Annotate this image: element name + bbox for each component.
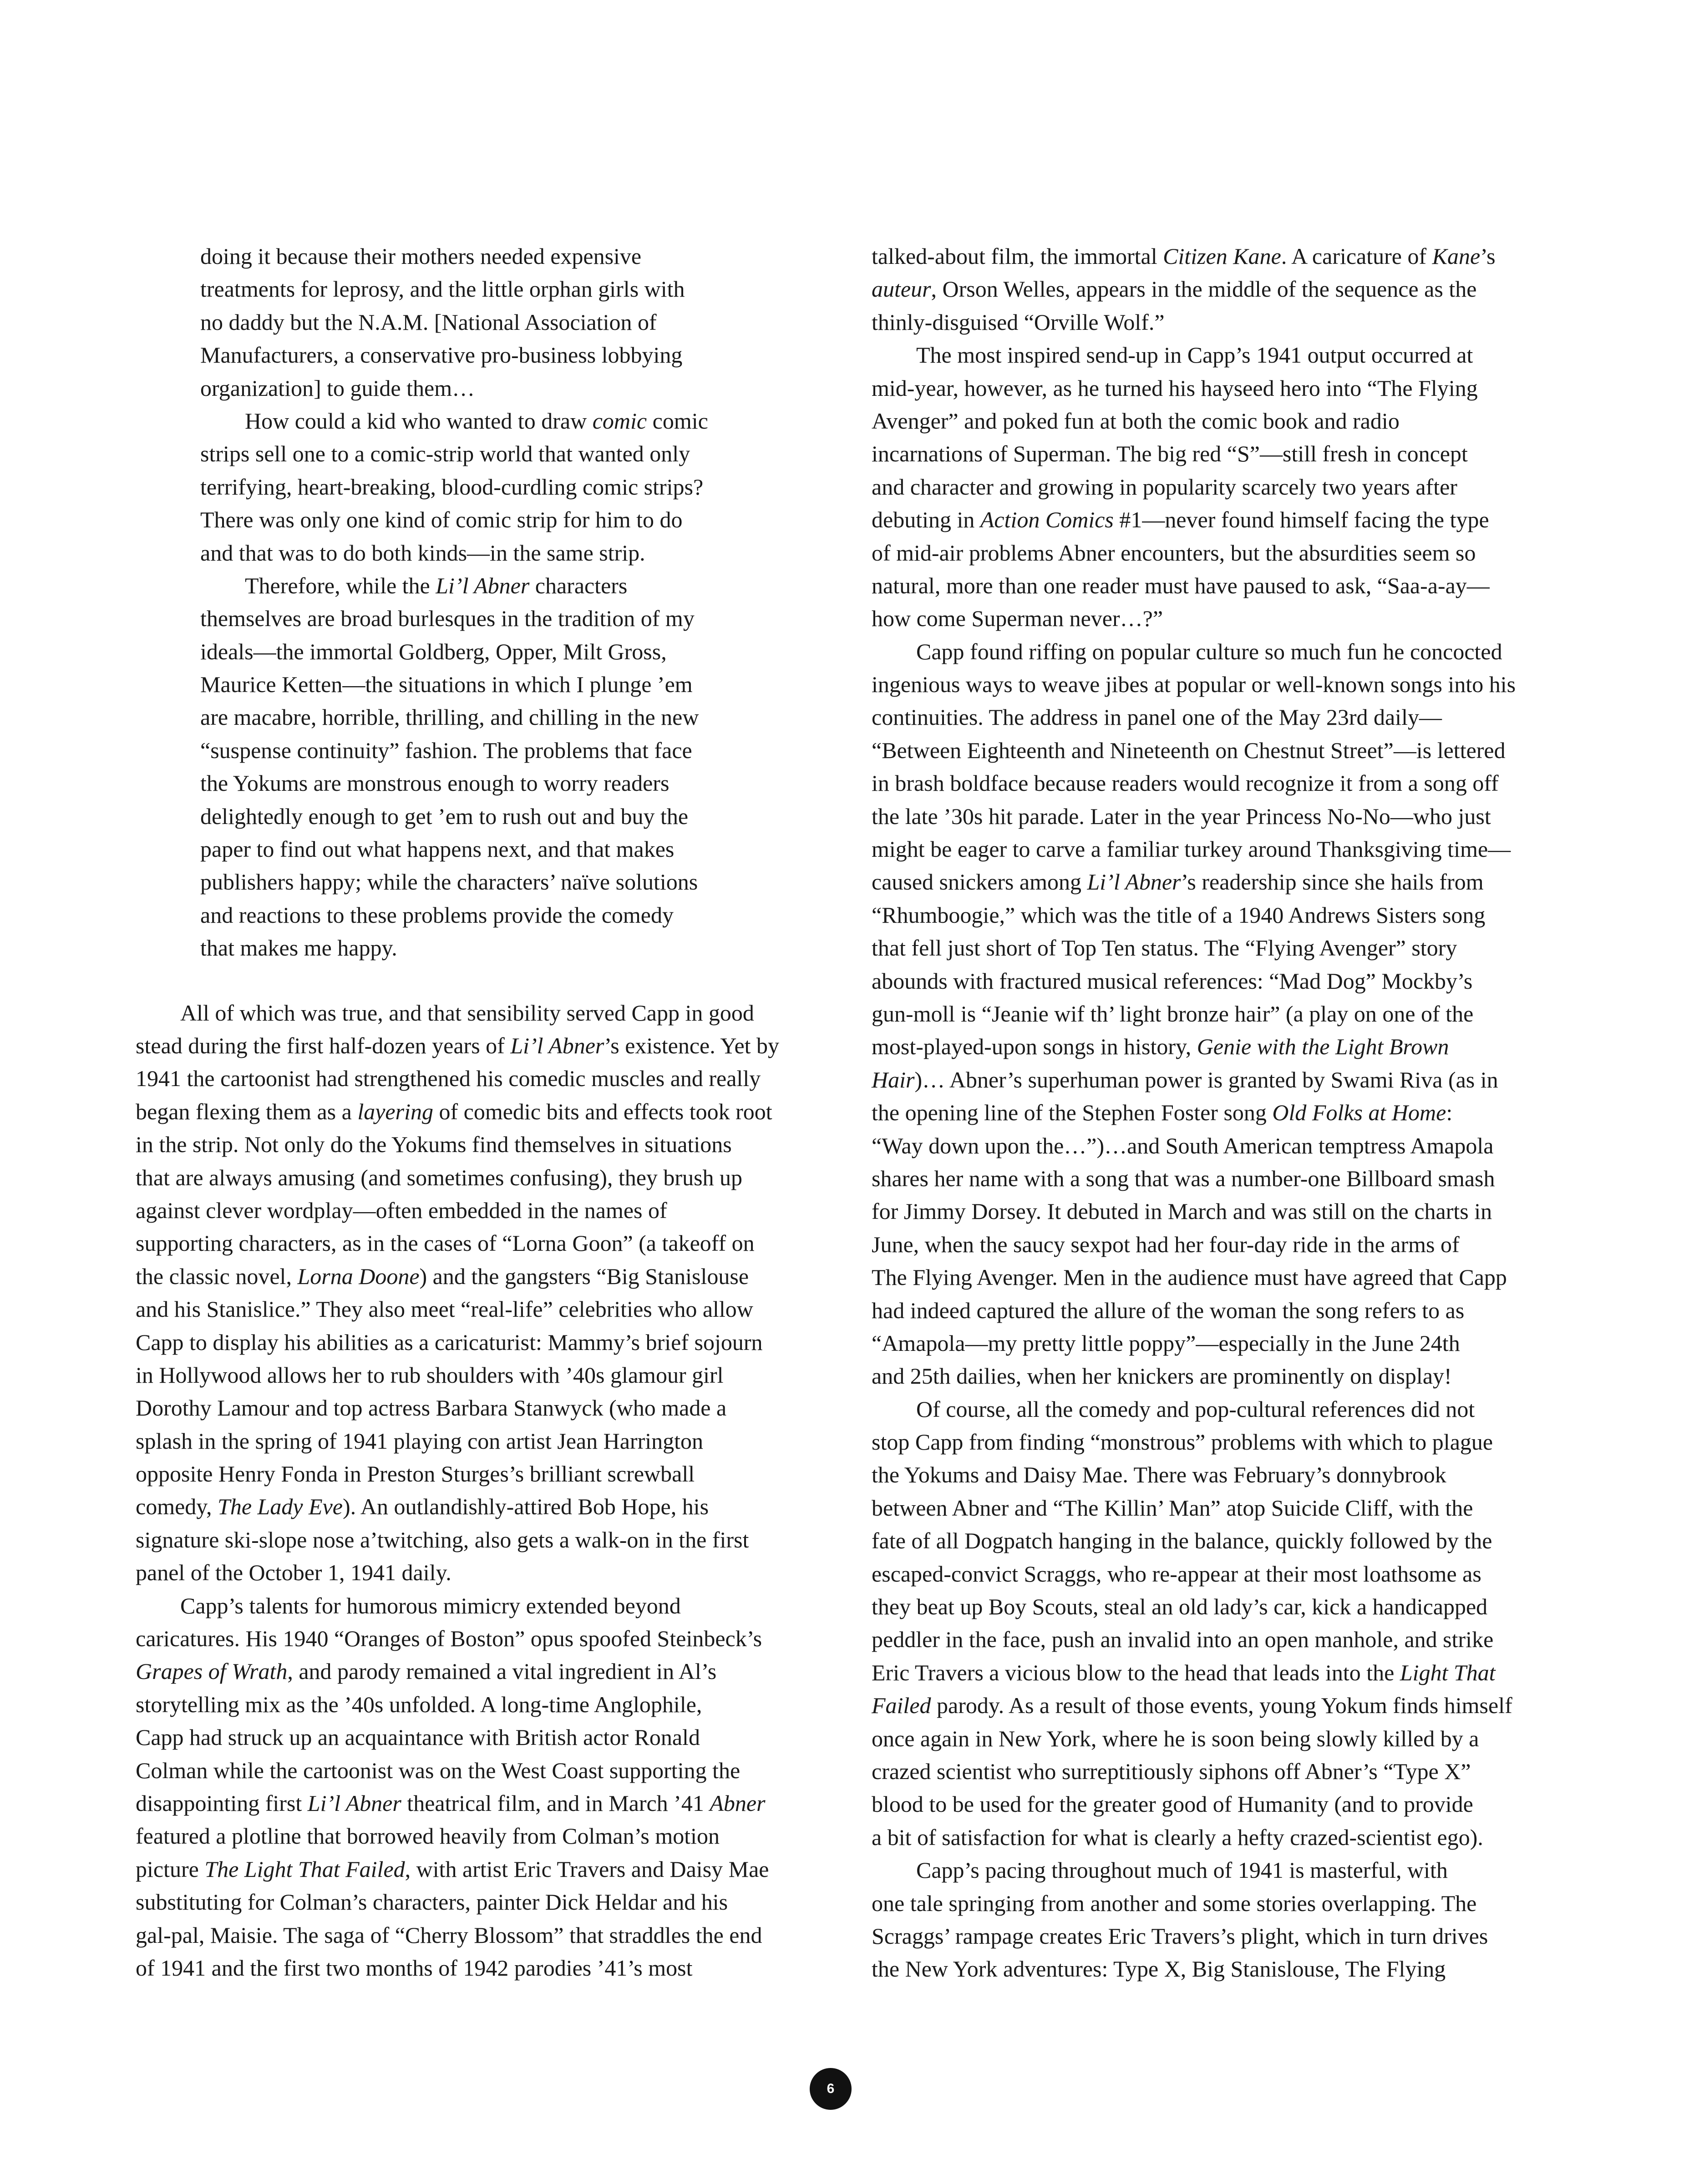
text-line: that makes me happy. bbox=[200, 935, 397, 961]
text-line: had indeed captured the allure of the woman the song refers to as bbox=[872, 1297, 1465, 1323]
text-line: Capp to display his abilities as a caricaturist: Mammy’s brief sojourn bbox=[136, 1329, 763, 1355]
text-line: natural, more than one reader must have paused to ask, “Saa-a-ay— bbox=[872, 572, 1490, 598]
text-line: are macabre, horrible, thrilling, and chilling in the new bbox=[200, 704, 699, 730]
text-line: themselves are broad burlesques in the tradition of my bbox=[200, 606, 695, 632]
text-line: stop Capp from finding “monstrous” problems with which to plague bbox=[872, 1429, 1493, 1455]
text-line: Hair)… Abner’s superhuman power is granted by Swami Riva (as in bbox=[872, 1067, 1498, 1092]
text-line: blood to be used for the greater good of Humanity (and to provide bbox=[872, 1791, 1473, 1817]
text-line: substituting for Colman’s characters, painter Dick Heldar and his bbox=[136, 1889, 728, 1915]
text-line: the classic novel, Lorna Doone) and the gangsters “Big Stanislouse bbox=[136, 1263, 749, 1289]
text-line: thinly-disguised “Orville Wolf.” bbox=[872, 309, 1165, 335]
text-line: crazed scientist who surreptitiously siphons off Abner’s “Type X” bbox=[872, 1758, 1471, 1784]
text-line: continuities. The address in panel one of the May 23rd daily— bbox=[872, 704, 1442, 730]
text-line: The most inspired send-up in Capp’s 1941 output occurred at bbox=[916, 342, 1473, 368]
text-line: Manufacturers, a conservative pro-business lobbying bbox=[200, 342, 683, 368]
text-line: of mid-air problems Abner encounters, but the absurdities seem so bbox=[872, 540, 1476, 566]
text-line: between Abner and “The Killin’ Man” atop Suicide Cliff, with the bbox=[872, 1495, 1473, 1521]
text-line: and that was to do both kinds—in the same strip. bbox=[200, 540, 645, 566]
text-line: against clever wordplay—often embedded in the names of bbox=[136, 1197, 667, 1223]
text-line: storytelling mix as the ’40s unfolded. A long-time Anglophile, bbox=[136, 1691, 702, 1717]
block-quote bbox=[200, 240, 724, 965]
text-line: and his Stanislice.” They also meet “real-life” celebrities who allow bbox=[136, 1296, 753, 1322]
text-line: once again in New York, where he is soon being slowly killed by a bbox=[872, 1725, 1479, 1751]
page-number: 6 bbox=[810, 2068, 852, 2110]
text-line: disappointing first Li’l Abner theatrical film, and in March ’41 Abner bbox=[136, 1790, 766, 1816]
text-line: Capp had struck up an acquaintance with British actor Ronald bbox=[136, 1724, 700, 1750]
text-line: Dorothy Lamour and top actress Barbara Stanwyck (who made a bbox=[136, 1395, 727, 1421]
text-line: in brash boldface because readers would recognize it from a song off bbox=[872, 770, 1499, 796]
text-line: caricatures. His 1940 “Oranges of Boston” opus spoofed Steinbeck’s bbox=[136, 1626, 762, 1652]
text-line: debuting in Action Comics #1—never found himself facing the type bbox=[872, 507, 1489, 533]
text-line: Colman while the cartoonist was on the West Coast supporting the bbox=[136, 1757, 741, 1783]
text-line: comedy, The Lady Eve). An outlandishly-attired Bob Hope, his bbox=[136, 1494, 709, 1520]
text-line: fate of all Dogpatch hanging in the balance, quickly followed by the bbox=[872, 1528, 1492, 1554]
text-line: began flexing them as a layering of comedic bits and effects took root bbox=[136, 1098, 772, 1124]
text-line: 1941 the cartoonist had strengthened his comedic muscles and really bbox=[136, 1066, 761, 1092]
text-line: Scraggs’ rampage creates Eric Travers’s plight, which in turn drives bbox=[872, 1923, 1488, 1949]
text-line: talked-about film, the immortal Citizen Kane. A caricature of Kane’s bbox=[872, 243, 1496, 269]
text-line: How could a kid who wanted to draw comic comic bbox=[245, 408, 708, 434]
text-line: Grapes of Wrath, and parody remained a vital ingredient in Al’s bbox=[136, 1658, 717, 1684]
text-line: how come Superman never…?” bbox=[872, 606, 1163, 632]
text-line: ingenious ways to weave jibes at popular or well-known songs into his bbox=[872, 672, 1516, 698]
text-line: one tale springing from another and some stories overlapping. The bbox=[872, 1890, 1477, 1916]
text-line: of 1941 and the first two months of 1942 parodies ’41’s most bbox=[136, 1955, 693, 1981]
text-line: “Amapola—my pretty little poppy”—especially in the June 24th bbox=[872, 1330, 1460, 1356]
text-line: Capp’s talents for humorous mimicry extended beyond bbox=[180, 1592, 681, 1618]
body-text-left bbox=[136, 996, 800, 1985]
text-line: in Hollywood allows her to rub shoulders with ’40s glamour girl bbox=[136, 1362, 724, 1388]
text-line: delightedly enough to get ’em to rush out and buy the bbox=[200, 803, 689, 829]
text-line: abounds with fractured musical references: “Mad Dog” Mockby’s bbox=[872, 968, 1473, 994]
text-line: they beat up Boy Scouts, steal an old lady’s car, kick a handicapped bbox=[872, 1594, 1488, 1620]
text-line: gal-pal, Maisie. The saga of “Cherry Blossom” that straddles the end bbox=[136, 1922, 762, 1948]
text-line: Of course, all the comedy and pop-cultural references did not bbox=[916, 1396, 1475, 1422]
text-line: the late ’30s hit parade. Later in the year Princess No-No—who just bbox=[872, 803, 1491, 829]
text-line: stead during the first half-dozen years of Li’l Abner’s existence. Yet by bbox=[136, 1032, 780, 1058]
text-line: Failed parody. As a result of those events, young Yokum finds himself bbox=[872, 1693, 1512, 1719]
text-line: ideals—the immortal Goldberg, Opper, Milt Gross, bbox=[200, 638, 667, 664]
text-line: “suspense continuity” fashion. The problems that face bbox=[200, 737, 692, 763]
text-line: Maurice Ketten—the situations in which I plunge ’em bbox=[200, 672, 693, 698]
text-line: The Flying Avenger. Men in the audience must have agreed that Capp bbox=[872, 1264, 1507, 1290]
text-line: Capp’s pacing throughout much of 1941 is masterful, with bbox=[916, 1857, 1448, 1883]
text-line: and reactions to these problems provide the comedy bbox=[200, 902, 674, 928]
text-line: terrifying, heart-breaking, blood-curdling comic strips? bbox=[200, 474, 704, 500]
text-line: in the strip. Not only do the Yokums find themselves in situations bbox=[136, 1132, 732, 1158]
text-line: Eric Travers a vicious blow to the head that leads into the Light That bbox=[872, 1659, 1496, 1685]
text-line: and character and growing in popularity scarcely two years after bbox=[872, 474, 1457, 500]
text-line: shares her name with a song that was a number-one Billboard smash bbox=[872, 1165, 1495, 1191]
text-line: most-played-upon songs in history, Genie with the Light Brown bbox=[872, 1034, 1449, 1060]
text-line: peddler in the face, push an invalid into an open manhole, and strike bbox=[872, 1627, 1494, 1653]
text-line: treatments for leprosy, and the little orphan girls with bbox=[200, 276, 685, 302]
text-line: opposite Henry Fonda in Preston Sturges’s brilliant screwball bbox=[136, 1461, 695, 1487]
text-line: All of which was true, and that sensibility served Capp in good bbox=[180, 1000, 754, 1026]
text-line: “Between Eighteenth and Nineteenth on Chestnut Street”—is lettered bbox=[872, 737, 1506, 763]
text-line: that fell just short of Top Ten status. The “Flying Avenger” story bbox=[872, 935, 1457, 961]
text-line: the New York adventures: Type X, Big Stanislouse, The Flying bbox=[872, 1956, 1446, 1982]
text-line: Capp found riffing on popular culture so much fun he concocted bbox=[916, 638, 1502, 664]
text-line: mid-year, however, as he turned his hayseed hero into “The Flying bbox=[872, 375, 1478, 401]
text-line: no daddy but the N.A.M. [National Association of bbox=[200, 309, 657, 335]
text-line: a bit of satisfaction for what is clearly a hefty crazed-scientist ego). bbox=[872, 1824, 1483, 1850]
text-line: for Jimmy Dorsey. It debuted in March and was still on the charts in bbox=[872, 1198, 1492, 1224]
text-line: the Yokums are monstrous enough to worry readers bbox=[200, 770, 670, 796]
text-line: paper to find out what happens next, and that makes bbox=[200, 836, 675, 862]
text-line: “Way down upon the…”)…and South American temptress Amapola bbox=[872, 1132, 1494, 1158]
text-line: supporting characters, as in the cases of “Lorna Goon” (a takeoff on bbox=[136, 1230, 755, 1256]
paragraph-gap bbox=[136, 965, 800, 996]
text-line: splash in the spring of 1941 playing con artist Jean Harrington bbox=[136, 1428, 703, 1454]
text-line: panel of the October 1, 1941 daily. bbox=[136, 1560, 451, 1586]
text-line: strips sell one to a comic-strip world that wanted only bbox=[200, 441, 690, 467]
text-line: featured a plotline that borrowed heavily from Colman’s motion bbox=[136, 1823, 720, 1849]
text-line: There was only one kind of comic strip for him to do bbox=[200, 507, 683, 533]
left-column bbox=[136, 240, 800, 1984]
text-line: Therefore, while the Li’l Abner characters bbox=[245, 572, 628, 598]
right-column bbox=[872, 240, 1536, 1986]
text-line: auteur, Orson Welles, appears in the middle of the sequence as the bbox=[872, 276, 1477, 302]
text-line: that are always amusing (and sometimes confusing), they brush up bbox=[136, 1164, 743, 1190]
text-line: June, when the saucy sexpot had her four-day ride in the arms of bbox=[872, 1231, 1460, 1257]
text-line: might be eager to carve a familiar turkey around Thanksgiving time— bbox=[872, 836, 1511, 862]
text-line: gun-moll is “Jeanie wif th’ light bronze hair” (a play on one of the bbox=[872, 1001, 1474, 1026]
text-line: caused snickers among Li’l Abner’s readership since she hails from bbox=[872, 869, 1484, 895]
text-line: organization] to guide them… bbox=[200, 375, 475, 401]
text-line: doing it because their mothers needed expensive bbox=[200, 243, 642, 269]
text-line: and 25th dailies, when her knickers are prominently on display! bbox=[872, 1363, 1452, 1389]
text-line: escaped-convict Scraggs, who re-appear at their most loathsome as bbox=[872, 1561, 1481, 1587]
text-line: the opening line of the Stephen Foster song Old Folks at Home: bbox=[872, 1100, 1453, 1126]
text-line: “Rhumboogie,” which was the title of a 1940 Andrews Sisters song bbox=[872, 902, 1486, 928]
text-line: picture The Light That Failed, with artist Eric Travers and Daisy Mae bbox=[136, 1856, 769, 1882]
text-line: Avenger” and poked fun at both the comic book and radio bbox=[872, 408, 1400, 434]
text-line: signature ski-slope nose a’twitching, also gets a walk-on in the first bbox=[136, 1527, 749, 1552]
text-line: incarnations of Superman. The big red “S”—still fresh in concept bbox=[872, 441, 1468, 467]
text-line: publishers happy; while the characters’ naïve solutions bbox=[200, 869, 698, 895]
text-line: the Yokums and Daisy Mae. There was February’s donnybrook bbox=[872, 1462, 1446, 1488]
